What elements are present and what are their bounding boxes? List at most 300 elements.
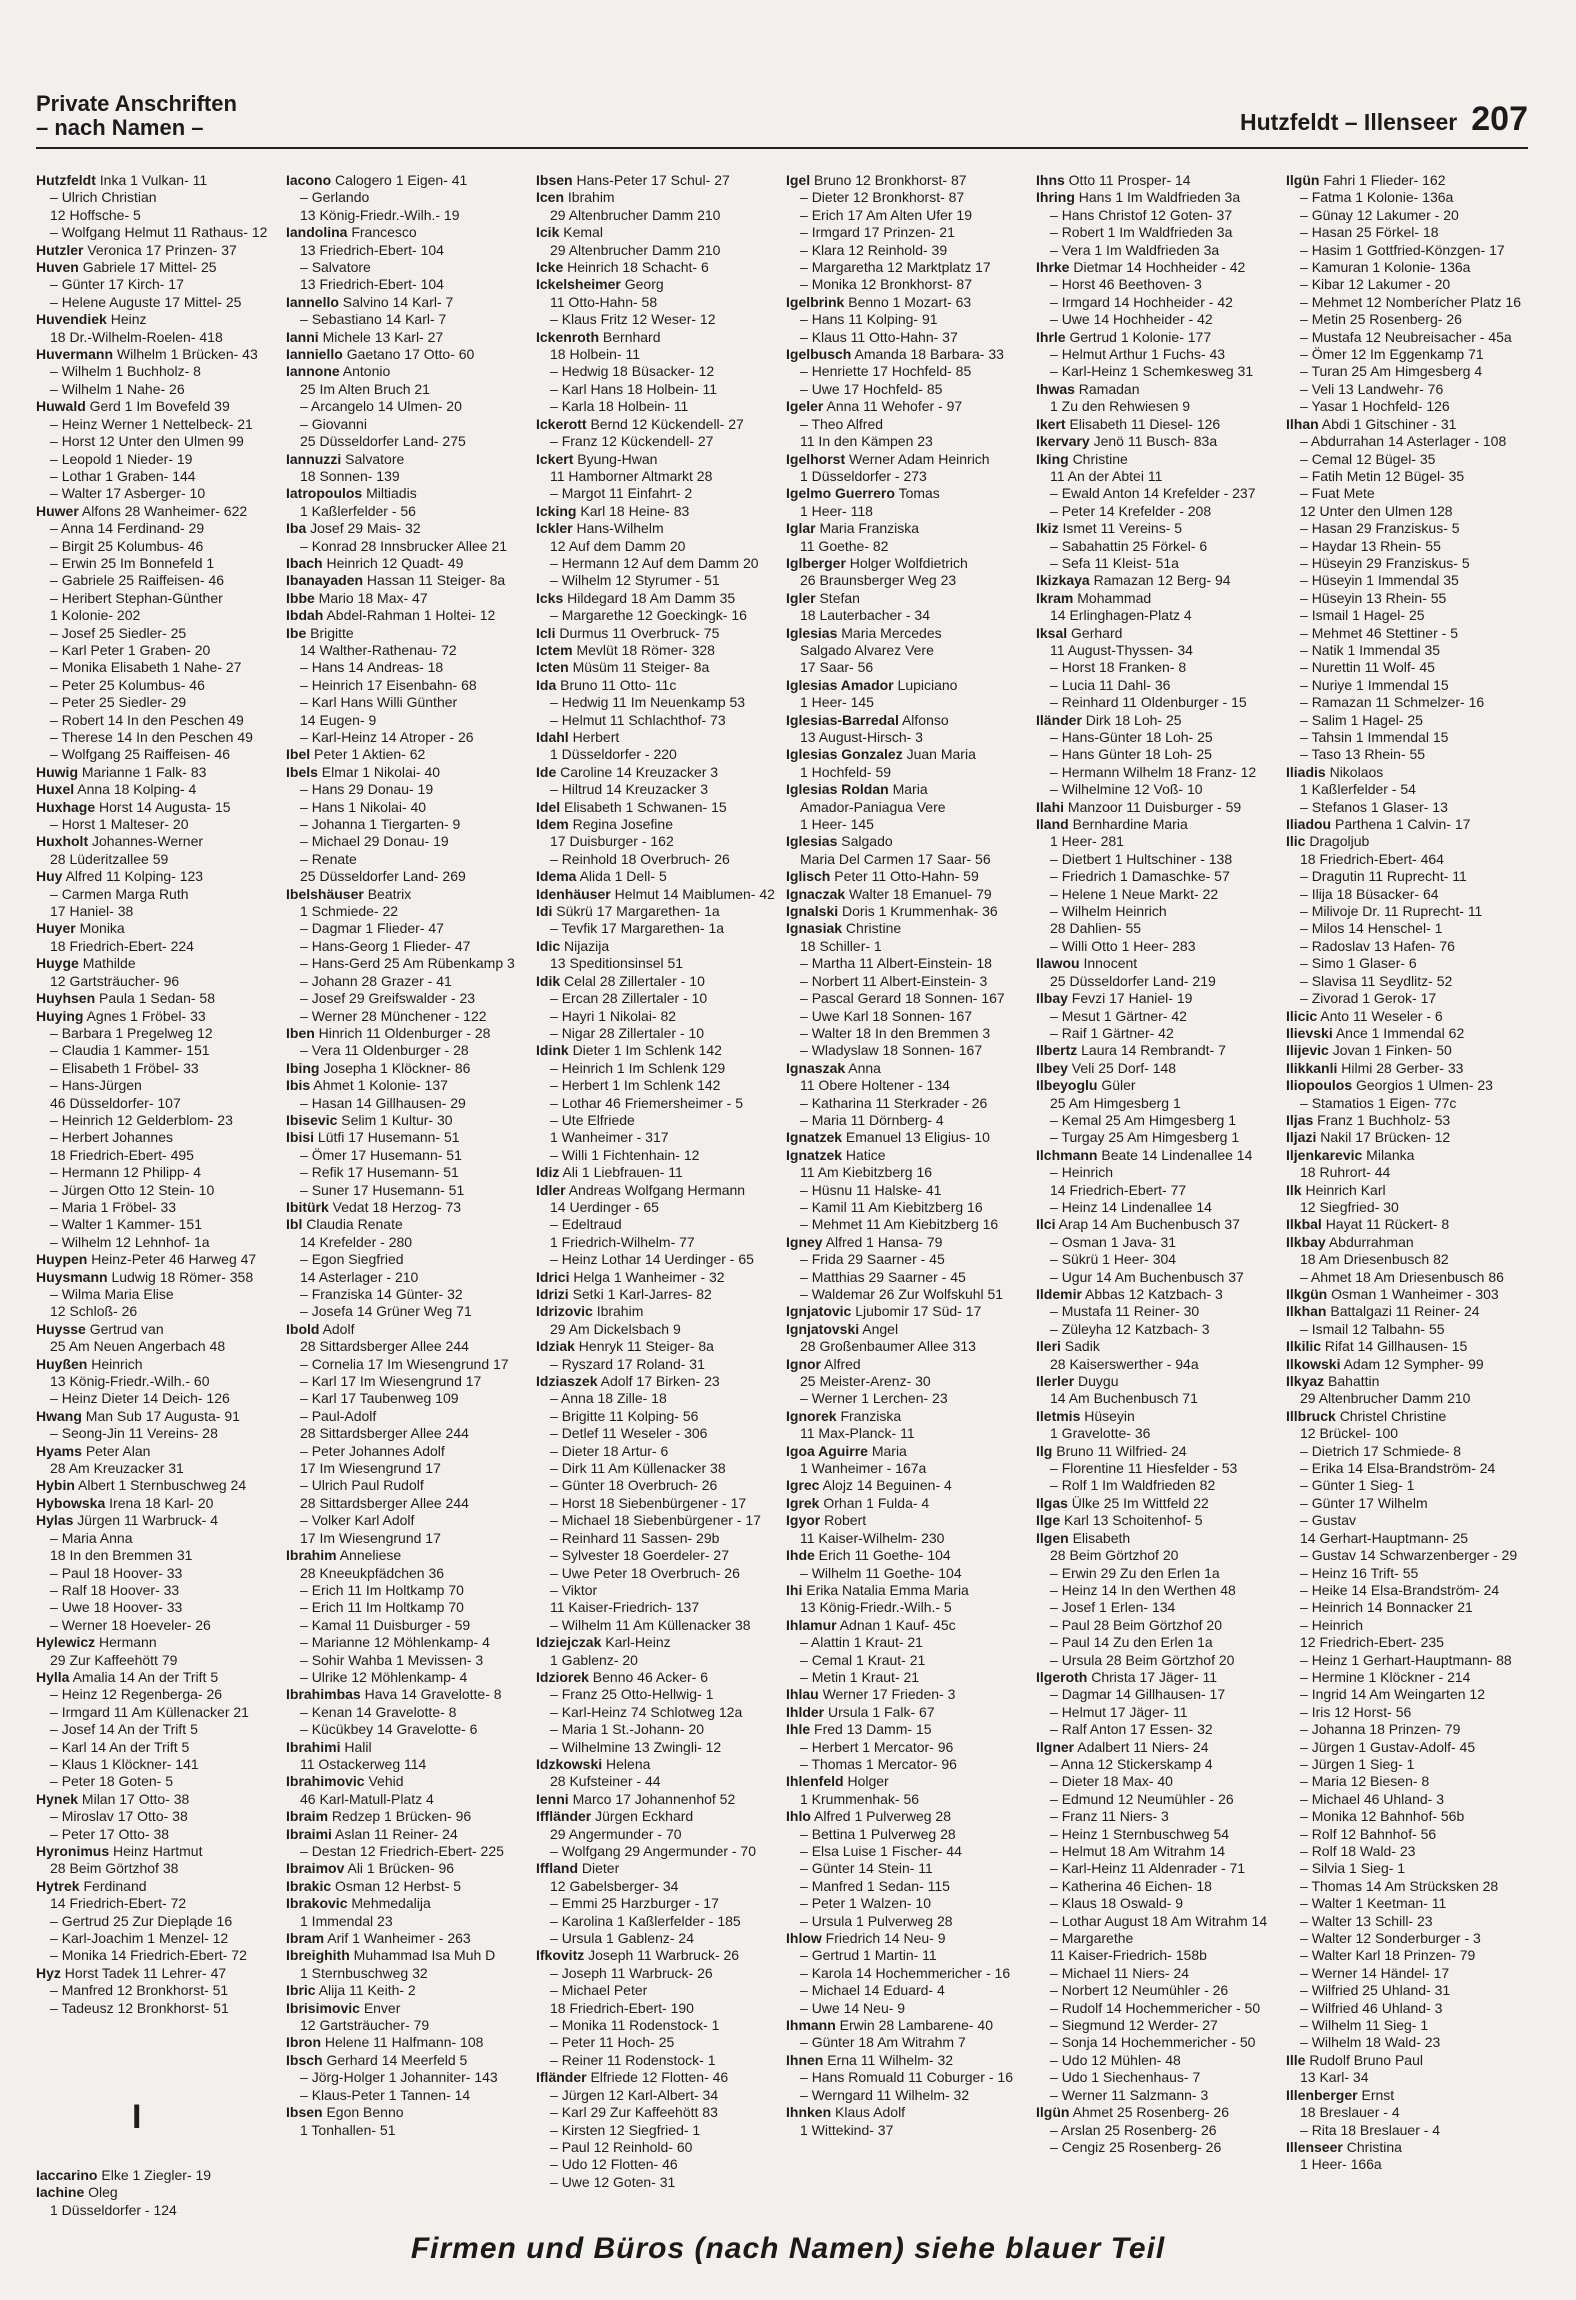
surname: Iannello	[286, 293, 339, 310]
sub-entry: – Gustav	[1286, 1512, 1528, 1529]
sub-entry: – Zivorad 1 Gerok- 17	[1286, 990, 1528, 1007]
sub-entry: – Edmund 12 Neumühler - 26	[1036, 1791, 1278, 1808]
surname: Ilbey	[1036, 1059, 1068, 1076]
entry-details: Joseph 11 Warbruck- 26	[588, 1947, 740, 1964]
entry-details: Elfriede 12 Flotten- 46	[590, 2069, 729, 2086]
sub-entry: – Heinz 1 Sternbuschweg 54	[1036, 1826, 1278, 1843]
directory-entry	[786, 625, 1028, 642]
entry-details: Bruno 11 Otto- 11c	[560, 676, 677, 693]
directory-entry	[286, 572, 528, 589]
sub-entry: – Cemal 1 Kraut- 21	[786, 1652, 1028, 1669]
surname: Huyhsen	[36, 990, 96, 1007]
directory-entry	[1036, 259, 1278, 276]
sub-entry: – Vera 11 Oldenburger - 28	[286, 1042, 528, 1059]
surname: Ikizkaya	[1036, 572, 1090, 589]
entry-details: Andreas Wolfgang Hermann	[568, 1181, 746, 1198]
surname: Iliadis	[1286, 763, 1326, 780]
entry-details: Laura 14 Rembrandt- 7	[1081, 1042, 1226, 1059]
entry-details: Osman 1 Wanheimer - 303	[1331, 1286, 1499, 1302]
address-continuation: 28 Sittardsberger Allee 244	[300, 1494, 469, 1511]
sub-entry: – Volker Karl Adolf	[286, 1512, 528, 1529]
address-continuation: 29 Altenbrucher Damm 210	[550, 206, 721, 223]
entry-details: Hinrich 11 Oldenburger - 28	[318, 1024, 491, 1041]
sub-entry: – Ralf 18 Hoover- 33	[36, 1582, 278, 1599]
entry-details: Maria	[871, 1442, 907, 1459]
entry-details: Hermann	[99, 1634, 157, 1651]
surname: Ignasiak	[786, 920, 843, 937]
sub-entry: – Irmgard 11 Am Küllenacker 21	[36, 1704, 278, 1721]
directory-entry	[286, 520, 528, 537]
entry-details: Hans-Peter 17 Schul- 27	[576, 172, 730, 188]
sub-entry: – Hiltrud 14 Kreuzacker 3	[536, 781, 778, 798]
sub-entry: – Robert 14 In den Peschen 49	[36, 712, 278, 729]
directory-entry	[786, 1477, 1028, 1494]
sub-entry: – Manfred 1 Sedan- 115	[786, 1878, 1028, 1895]
sub-entry: – Raif 1 Gärtner- 42	[1036, 1025, 1278, 1042]
sub-entry: – Hans-Jürgen	[36, 1077, 278, 1094]
entry-details: Hildegard 18 Am Damm 35	[567, 589, 736, 606]
directory-entry	[1286, 1373, 1528, 1390]
directory-entry	[286, 2104, 528, 2121]
entry-details: Georg	[624, 276, 664, 293]
entry-details: Adolf 17 Birken- 23	[600, 1373, 720, 1390]
entry-details: Ramazan 12 Berg- 94	[1093, 572, 1231, 589]
directory-entry	[786, 555, 1028, 572]
sub-entry: – Ursula 28 Beim Görtzhof 20	[1036, 1652, 1278, 1669]
surname: Igelhorst	[786, 450, 846, 467]
sub-entry: – Josef 25 Siedler- 25	[36, 625, 278, 642]
entry-details: Herbert	[572, 729, 620, 745]
directory-entry	[786, 1495, 1028, 1512]
address-continuation: 25 Meister-Arenz- 30	[800, 1373, 931, 1390]
sub-entry: – Maria 12 Biesen- 8	[1286, 1773, 1528, 1790]
sub-entry: – Willi Otto 1 Heer- 283	[1036, 938, 1278, 955]
address-continuation: 17 Im Wiesengrund 17	[300, 1529, 441, 1546]
address-continuation: 17 Duisburger - 162	[550, 833, 674, 850]
sub-entry: – Bettina 1 Pulverweg 28	[786, 1826, 1028, 1843]
surname: Idler	[536, 1181, 566, 1198]
surname: Ihlenfeld	[786, 1773, 844, 1790]
entry-details: Lupiciano	[897, 676, 958, 693]
entry-details: Abdurrahman	[1328, 1233, 1414, 1250]
sub-entry: – Nurettin 11 Wolf- 45	[1286, 659, 1528, 676]
entry-details: Gertrud 1 Kolonie- 177	[1069, 328, 1212, 345]
directory-entry	[286, 1199, 528, 1216]
sub-entry: – Norbert 11 Albert-Einstein- 3	[786, 973, 1028, 990]
surname: Ilgün	[1286, 172, 1320, 188]
sub-entry: – Miroslav 17 Otto- 38	[36, 1808, 278, 1825]
sub-entry: – Heinrich 12 Gelderblom- 23	[36, 1112, 278, 1129]
surname: Huxel	[36, 781, 75, 798]
sub-entry: – Maria 11 Dörnberg- 4	[786, 1112, 1028, 1129]
directory-entry	[536, 938, 778, 955]
sub-entry: – Dagmar 14 Gillhausen- 17	[1036, 1686, 1278, 1703]
sub-entry: – Kücükbey 14 Gravelotte- 6	[286, 1721, 528, 1738]
surname: Idink	[536, 1042, 569, 1059]
surname: Ictem	[536, 641, 573, 658]
address-continuation: Maria Del Carmen 17 Saar- 56	[800, 850, 991, 867]
sub-entry: – Josef 29 Greifswalder - 23	[286, 990, 528, 1007]
surname: Ibrahimbas	[286, 1686, 361, 1703]
entry-details: Hüseyin	[1084, 1407, 1135, 1424]
entry-details: Franziska	[840, 1407, 902, 1424]
directory-entry	[1036, 1443, 1278, 1460]
directory-entry	[786, 920, 1028, 937]
sub-entry: – Sabahattin 25 Förkel- 6	[1036, 538, 1278, 555]
entry-details: Anna 11 Wehofer - 97	[826, 398, 963, 415]
sub-entry: – Heinz 16 Trift- 55	[1286, 1565, 1528, 1582]
sub-entry: – Dietbert 1 Hultschiner - 138	[1036, 851, 1278, 868]
sub-entry: – Horst 1 Malteser- 20	[36, 816, 278, 833]
entry-details: Alida 1 Dell- 5	[579, 868, 667, 885]
sub-entry: – Anna 12 Stickerskamp 4	[1036, 1756, 1278, 1773]
surname: Igelbusch	[786, 346, 852, 363]
sub-entry: – Giovanni	[286, 416, 528, 433]
entry-details: Mohammad	[1077, 589, 1152, 606]
sub-entry: – Stefanos 1 Glaser- 13	[1286, 799, 1528, 816]
surname: Ilgeroth	[1036, 1668, 1088, 1685]
directory-entry	[286, 1878, 528, 1895]
sub-entry: – Karl Peter 1 Graben- 20	[36, 642, 278, 659]
sub-entry: – Egon Siegfried	[286, 1251, 528, 1268]
directory-entry	[536, 816, 778, 833]
sub-entry: – Kamil 11 Am Kiebitzberg 16	[786, 1199, 1028, 1216]
sub-entry: – Klaus Fritz 12 Weser- 12	[536, 311, 778, 328]
address-continuation: 11 Ostackerweg 114	[300, 1755, 427, 1772]
address-continuation: 1 Kaßlerfelder - 54	[1300, 781, 1416, 798]
sub-entry: – Osman 1 Java- 31	[1036, 1234, 1278, 1251]
sub-entry: – Uwe 17 Hochfeld- 85	[786, 381, 1028, 398]
entry-details: Aslan 11 Reiner- 24	[335, 1825, 458, 1842]
surname: Ilbertz	[1036, 1042, 1078, 1059]
entry-details: Beatrix	[367, 885, 412, 902]
entry-details: Elisabeth 11 Diesel- 126	[1069, 415, 1221, 432]
sub-entry: – Günay 12 Lakumer - 20	[1286, 207, 1528, 224]
sub-entry: – Ömer 17 Husemann- 51	[286, 1147, 528, 1164]
directory-entry	[786, 1582, 1028, 1599]
directory-entry	[1286, 1060, 1528, 1077]
entry-details: Heinz	[110, 311, 147, 328]
sub-entry: – Franziska 14 Günter- 32	[286, 1286, 528, 1303]
sub-entry: – Jürgen 1 Gustav-Adolf- 45	[1286, 1739, 1528, 1756]
directory-entry	[286, 1547, 528, 1564]
entry-details: Gertrud van	[89, 1320, 164, 1337]
address-continuation: 28 Kaiserswerther - 94a	[1050, 1355, 1199, 1372]
sub-entry: – Maria 1 St.-Johann- 20	[536, 1721, 778, 1738]
section-letter: I	[132, 2098, 142, 2137]
entry-details: Klaus Adolf	[835, 2104, 906, 2121]
sub-entry: – Klaus-Peter 1 Tannen- 14	[286, 2087, 528, 2104]
sub-entry: – Hans Romuald 11 Coburger - 16	[786, 2069, 1028, 2086]
address-continuation: 13 Friedrich-Ebert- 104	[300, 276, 444, 293]
entry-details: Hassan 11 Steiger- 8a	[366, 572, 506, 589]
sub-entry: – Dieter 12 Bronkhorst- 87	[786, 189, 1028, 206]
sub-entry: – Katherina 46 Eichen- 18	[1036, 1878, 1278, 1895]
sub-entry: – Franz 12 Kückendell- 27	[536, 433, 778, 450]
directory-entry	[286, 1895, 528, 1912]
directory-entry	[36, 311, 278, 328]
entry-details: Man Sub 17 Augusta- 91	[85, 1407, 240, 1424]
directory-entry	[1036, 416, 1278, 433]
address-continuation: 1 Immendal 23	[300, 1912, 393, 1929]
entry-details: Albert 1 Sternbuschweg 24	[78, 1477, 247, 1494]
entry-details: Heinrich 18 Schacht- 6	[567, 259, 709, 276]
directory-entry	[536, 973, 778, 990]
surname: Ibrahim	[286, 1547, 337, 1564]
sub-entry: – Ulrich Paul Rudolf	[286, 1477, 528, 1494]
sub-entry: – Kemal 25 Am Himgesberg 1	[1036, 1112, 1278, 1129]
sub-entry: – Karl Hans Willi Günther	[286, 694, 528, 711]
surname: Ibrakovic	[286, 1895, 348, 1912]
directory-entry	[1286, 1356, 1528, 1373]
surname: Igney	[786, 1233, 823, 1250]
entry-details: Francesco	[351, 224, 417, 241]
surname: Ibrisimovic	[286, 1999, 360, 2016]
entry-details: Abbas 12 Katzbach- 3	[1085, 1286, 1223, 1302]
address-continuation: 13 König-Friedr.-Wilh.- 19	[300, 206, 460, 223]
sub-entry: – Michael 18 Siebenbürgener - 17	[536, 1512, 778, 1529]
address-continuation: 14 Friedrich-Ebert- 72	[50, 1895, 187, 1912]
entry-details: Fahri 1 Flieder- 162	[1323, 172, 1446, 188]
sub-entry: – Karl-Heinz 74 Schlotweg 12a	[536, 1704, 778, 1721]
surname: Iksal	[1036, 624, 1068, 641]
entry-details: Jürgen 11 Warbruck- 4	[77, 1512, 219, 1529]
sub-entry: – Josefa 14 Grüner Weg 71	[286, 1303, 528, 1320]
sub-entry: – Walter 13 Schill- 23	[1286, 1913, 1528, 1930]
surname: Ignjatovic	[786, 1303, 852, 1320]
address-continuation: 12 Schloß- 26	[50, 1303, 138, 1320]
address-continuation: 1 Heer- 166a	[1300, 2156, 1382, 2173]
surname: Ihns	[1036, 172, 1065, 188]
sub-entry: – Herbert 1 Im Schlenk 142	[536, 1077, 778, 1094]
sub-entry: – Frida 29 Saarner - 45	[786, 1251, 1028, 1268]
address-continuation: 18 Schiller- 1	[800, 937, 882, 954]
directory-entry	[286, 1025, 528, 1042]
address-continuation: 1 Düsseldorfer - 273	[800, 467, 927, 484]
sub-entry: – Karl Hans 18 Holbein- 11	[536, 381, 778, 398]
sub-entry: – Wladyslaw 18 Sonnen- 167	[786, 1042, 1028, 1059]
address-continuation: 26 Braunsberger Weg 23	[800, 572, 957, 589]
sub-entry: – Veli 13 Landwehr- 76	[1286, 381, 1528, 398]
directory-entry	[1286, 1408, 1528, 1425]
surname: Huvermann	[36, 346, 114, 363]
sub-entry: – Theo Alfred	[786, 416, 1028, 433]
entry-details: Bernhardine Maria	[1072, 816, 1188, 833]
surname: Ilgner	[1036, 1738, 1075, 1755]
surname: Huwer	[36, 502, 79, 519]
sub-entry: – Helene 1 Neue Markt- 22	[1036, 886, 1278, 903]
sub-entry: – Heike 14 Elsa-Brandström- 24	[1286, 1582, 1528, 1599]
address-continuation: 28 Beim Görtzhof 20	[1050, 1547, 1179, 1564]
directory-entry	[1036, 381, 1278, 398]
surname: Idema	[536, 868, 577, 885]
surname: Ileri	[1036, 1338, 1061, 1355]
sub-entry: – Cornelia 17 Im Wiesengrund 17	[286, 1356, 528, 1373]
surname: Ilkyaz	[1286, 1373, 1325, 1390]
directory-entry	[286, 1686, 528, 1703]
entry-details: Abdi 1 Gitschiner - 31	[1321, 415, 1457, 432]
sub-entry: – Mehmet 46 Stettiner - 5	[1286, 625, 1528, 642]
sub-entry: – Heinz 14 Lindenallee 14	[1036, 1199, 1278, 1216]
directory-entry	[1036, 712, 1278, 729]
sub-entry: – Wilhelm 12 Styrumer - 51	[536, 572, 778, 589]
sub-entry: – Renate	[286, 851, 528, 868]
sub-entry: – Peter Johannes Adolf	[286, 1443, 528, 1460]
surname: Ihlow	[786, 1930, 822, 1947]
surname: Ihlamur	[786, 1616, 837, 1633]
surname: Idrizi	[536, 1286, 569, 1302]
sub-entry: – Brigitte 11 Kolping- 56	[536, 1408, 778, 1425]
sub-entry: – Paul 14 Zu den Erlen 1a	[1036, 1634, 1278, 1651]
surname: Iffland	[536, 1860, 578, 1877]
directory-entry	[786, 677, 1028, 694]
sub-entry: – Michael 11 Niers- 24	[1036, 1965, 1278, 1982]
surname: Ibron	[286, 2034, 321, 2051]
entry-details: Walter 18 Emanuel- 79	[849, 885, 992, 902]
entry-details: Ernst	[1361, 2086, 1395, 2103]
directory-entry	[536, 886, 778, 903]
surname: Ihle	[786, 1721, 811, 1738]
directory-entry	[1286, 2139, 1528, 2156]
sub-entry: – Horst 12 Unter den Ulmen 99	[36, 433, 278, 450]
surname: Ifkovitz	[536, 1947, 585, 1964]
directory-entry	[786, 1443, 1028, 1460]
surname: Ilicic	[1286, 1007, 1318, 1024]
sub-entry: – Ugur 14 Am Buchenbusch 37	[1036, 1269, 1278, 1286]
entry-details: Caroline 14 Kreuzacker 3	[560, 763, 719, 780]
page-header	[0, 0, 1576, 150]
sub-entry: – Günter 14 Stein- 11	[786, 1860, 1028, 1877]
sub-entry: – Wilfried 25 Uhland- 31	[1286, 1982, 1528, 1999]
sub-entry: – Fatih Metin 12 Bügel- 35	[1286, 468, 1528, 485]
address-continuation: 1 Wanheimer - 167a	[800, 1460, 927, 1477]
sub-entry: – Udo 12 Flotten- 46	[536, 2156, 778, 2173]
sub-entry: – Nigar 28 Zillertaler - 10	[536, 1025, 778, 1042]
surname: Idel	[536, 798, 561, 815]
surname: Ilkhan	[1286, 1303, 1327, 1320]
directory-entry	[536, 729, 778, 746]
sub-entry: – Horst 18 Franken- 8	[1036, 659, 1278, 676]
directory-entry	[536, 1808, 778, 1825]
address-continuation: 14 Uerdinger - 65	[550, 1198, 659, 1215]
entry-details: Güler	[1101, 1077, 1136, 1094]
surname: Iannuzzi	[286, 450, 342, 467]
address-continuation: 12 Auf dem Damm 20	[550, 537, 686, 554]
sub-entry: – Reinhold 18 Overbruch- 26	[536, 851, 778, 868]
address-continuation: 18 Breslauer - 4	[1300, 2104, 1400, 2121]
sub-entry: – Walter 18 In den Bremmen 3	[786, 1025, 1028, 1042]
surname: Huven	[36, 259, 79, 276]
surname: Iannone	[286, 363, 340, 380]
directory-entry	[1286, 1042, 1528, 1059]
sub-entry: – Martha 11 Albert-Einstein- 18	[786, 955, 1028, 972]
sub-entry: – Udo 1 Siechenhaus- 7	[1036, 2069, 1278, 2086]
entry-details: Jürgen Eckhard	[595, 1808, 694, 1825]
sub-entry: – Uwe 18 Hoover- 33	[36, 1599, 278, 1616]
directory-entry	[536, 868, 778, 885]
sub-entry: – Dragutin 11 Ruprecht- 11	[1286, 868, 1528, 885]
entry-details: Durmus 11 Overbruck- 75	[559, 624, 720, 641]
column-2	[286, 172, 528, 2172]
sub-entry: – Peter 1 Walzen- 10	[786, 1895, 1028, 1912]
directory-entry	[36, 833, 278, 850]
sub-entry: – Ahmet 18 Am Driesenbusch 86	[1286, 1269, 1528, 1286]
sub-entry: – Günter 18 Overbruch- 26	[536, 1477, 778, 1494]
surname: Hylewicz	[36, 1634, 96, 1651]
sub-entry: – Ramazan 11 Schmelzer- 16	[1286, 694, 1528, 711]
sub-entry: – Mehmet 11 Am Kiebitzberg 16	[786, 1216, 1028, 1233]
sub-entry: – Hermann 12 Auf dem Damm 20	[536, 555, 778, 572]
entry-details: Alfred 1 Pulverweg 28	[814, 1808, 951, 1825]
directory-entry	[1286, 816, 1528, 833]
sub-entry: – Hasan 25 Förkel- 18	[1286, 224, 1528, 241]
sub-entry: – Wolfgang 25 Raiffeisen- 46	[36, 746, 278, 763]
sub-entry: – Taso 13 Rhein- 55	[1286, 746, 1528, 763]
sub-entry: – Monika 12 Bronkhorst- 87	[786, 276, 1028, 293]
sub-entry: – Nuriye 1 Immendal 15	[1286, 677, 1528, 694]
entry-details: Hatice	[845, 1146, 886, 1163]
surname: Ihnen	[786, 2051, 824, 2068]
sub-entry: – Jürgen 1 Sieg- 1	[1286, 1756, 1528, 1773]
directory-entry	[786, 1512, 1028, 1529]
surname: Ikert	[1036, 415, 1066, 432]
surname: Idic	[536, 937, 561, 954]
address-continuation: 25 Am Himgesberg 1	[1050, 1094, 1181, 1111]
directory-entry	[536, 1860, 778, 1877]
sub-entry: – Ilija 18 Büsacker- 64	[1286, 886, 1528, 903]
sub-entry: – Karl-Heinz 14 Atroper - 26	[286, 729, 528, 746]
surname: Ibing	[286, 1059, 320, 1076]
surname: Ilikkanli	[1286, 1059, 1338, 1076]
address-continuation: 29 Am Dickelsbach 9	[550, 1320, 681, 1337]
sub-entry: – Maria 1 Fröbel- 33	[36, 1199, 278, 1216]
entry-details: Nijazija	[564, 937, 610, 954]
sub-entry: – Ute Elfriede	[536, 1112, 778, 1129]
address-continuation: 12 Gartsträucher- 96	[50, 972, 180, 989]
sub-entry: – Kirsten 12 Siegfried- 1	[536, 2122, 778, 2139]
entry-details: Inka 1 Vulkan- 11	[99, 172, 208, 188]
address-continuation: 1 Heer- 145	[800, 816, 874, 833]
sub-entry: – Sebastiano 14 Karl- 7	[286, 311, 528, 328]
directory-entry	[36, 1008, 278, 1025]
directory-entry	[786, 1930, 1028, 1947]
directory-entry	[36, 1634, 278, 1651]
sub-entry: – Natik 1 Immendal 35	[1286, 642, 1528, 659]
sub-entry: – Karola 14 Hochemmericher - 16	[786, 1965, 1028, 1982]
sub-entry: – Jörg-Holger 1 Johanniter- 143	[286, 2069, 528, 2086]
entry-details: Regina Josefine	[572, 816, 673, 833]
address-continuation: 13 König-Friedr.-Wilh.- 5	[800, 1599, 952, 1616]
sub-entry: – Florentine 11 Hiesfelder - 53	[1036, 1460, 1278, 1477]
sub-entry: – Claudia 1 Kammer- 151	[36, 1042, 278, 1059]
sub-entry: – Milos 14 Henschel- 1	[1286, 920, 1528, 937]
entry-details: Benno 1 Mozart- 63	[848, 293, 972, 310]
surname: Ibl	[286, 1216, 303, 1233]
directory-entry	[786, 1234, 1028, 1251]
directory-entry	[1286, 2087, 1528, 2104]
address-continuation: 1 Kaßlerfelder - 56	[300, 502, 416, 519]
entry-details: Gaetano 17 Otto- 60	[346, 346, 475, 363]
address-continuation: 18 In den Bremmen 31	[50, 1547, 193, 1564]
sub-entry: – Tadeusz 12 Bronkhorst- 51	[36, 2000, 278, 2017]
directory-entry	[1036, 799, 1278, 816]
sub-entry: – Willi 1 Fichtenhain- 12	[536, 1147, 778, 1164]
directory-entry	[786, 2052, 1028, 2069]
sub-entry: – Paul 18 Hoover- 33	[36, 1565, 278, 1582]
address-continuation: 17 Haniel- 38	[50, 903, 134, 920]
directory-entry	[786, 1686, 1028, 1703]
address-continuation: 17 Im Wiesengrund 17	[300, 1460, 441, 1477]
